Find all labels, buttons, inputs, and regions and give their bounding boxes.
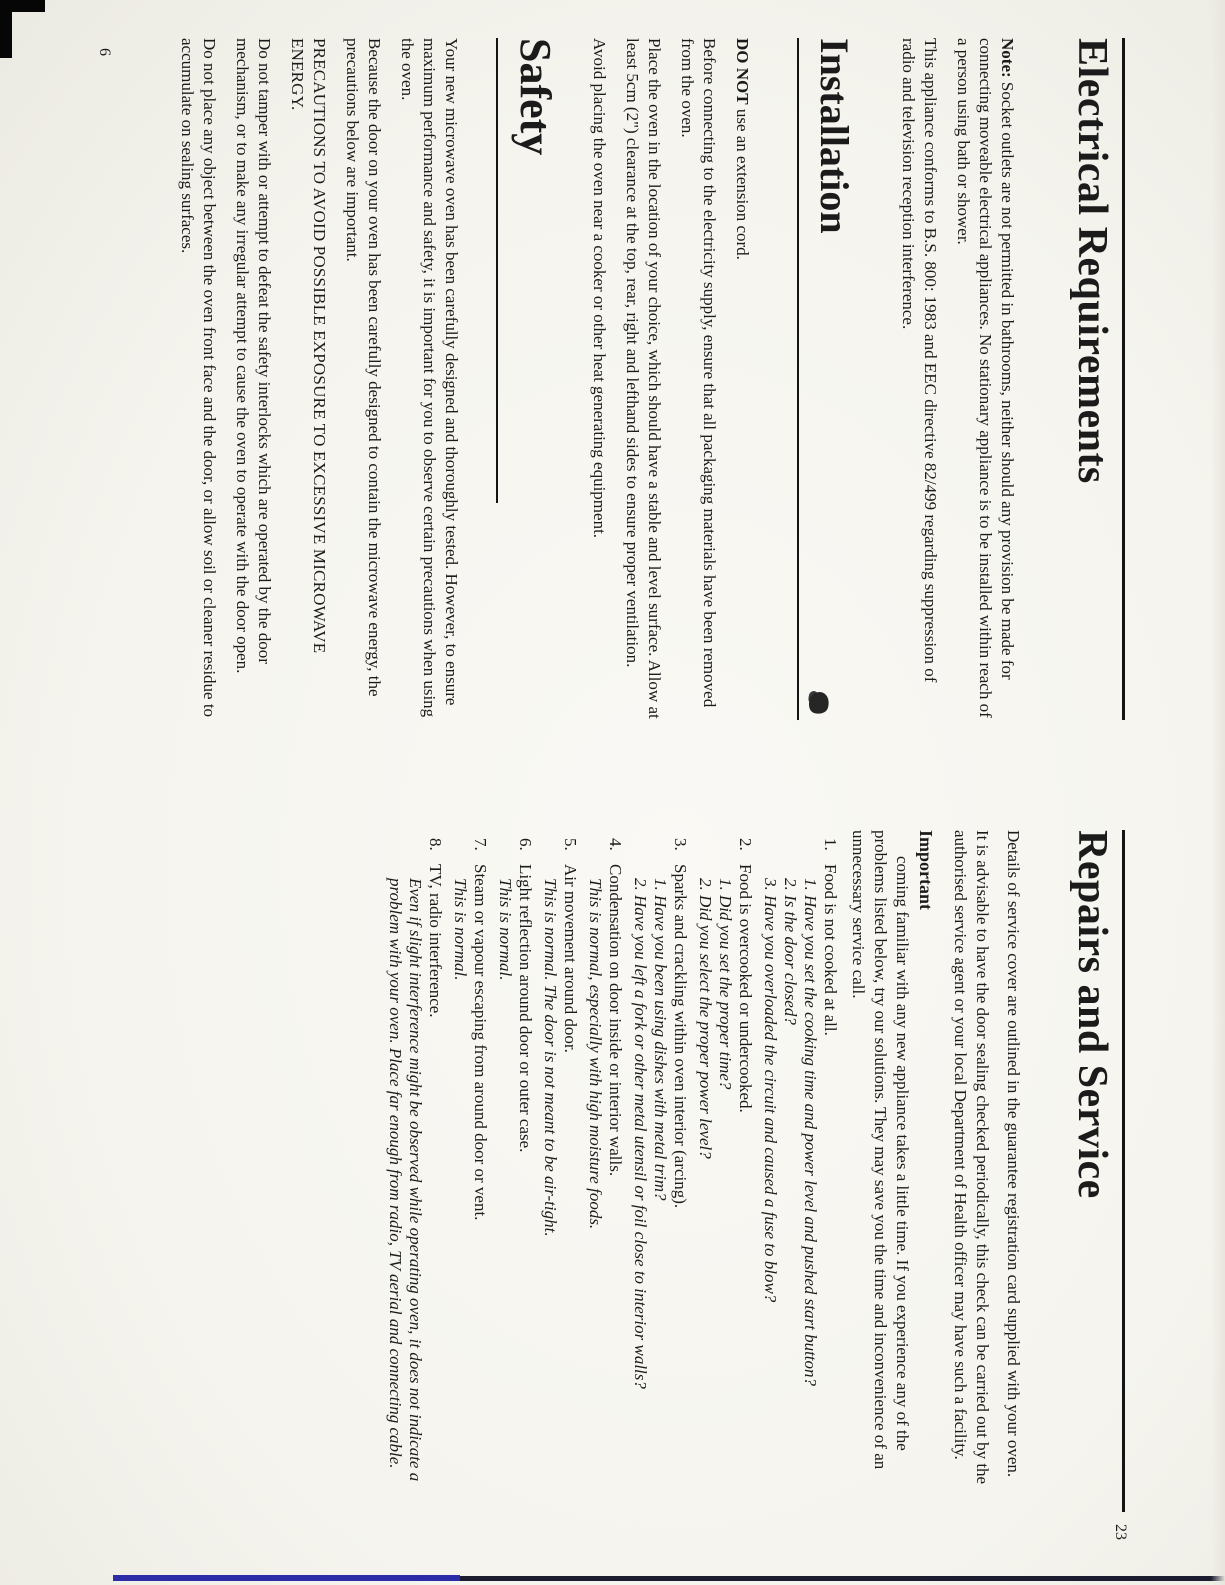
para-note-socket-outlets <box>952 38 1018 720</box>
troubleshooting-list <box>385 830 841 1512</box>
problem-number: 6. <box>516 838 535 851</box>
problem-title: 6. Light reflection around door or outer case. <box>516 838 535 1153</box>
problem-number: 3. <box>671 838 690 851</box>
heading-electrical-requirements: Electrical Requirements <box>1069 38 1115 484</box>
page-23-column <box>381 830 1125 1512</box>
para-do-not-place-object: Do not place any object between the oven front face and the door, or allow soil or cleaner residue to accumulate on sealing surfaces. <box>178 38 219 718</box>
problem-solution: This is normal. <box>496 878 515 981</box>
problem-title: 8. TV, radio interference. <box>426 838 445 1018</box>
problem-title: 7. Steam or vapour escaping from around door or vent. <box>471 838 490 1221</box>
problem-solution: 2. Is the door closed? <box>781 878 800 1025</box>
rule-above-repairs-heading <box>1122 830 1125 1512</box>
heading-safety: Safety <box>511 38 560 156</box>
para-conforms: This appliance conforms to B.S. 800: 1983 and EEC directive 82/499 regarding suppression of radio and television reception interference. <box>899 38 940 683</box>
heading-repairs-and-service: Repairs and Service <box>1069 830 1115 1199</box>
para-advisable-door-sealing: It is advisable to have the door sealing checked periodically, this check can be carried out by the authorised service agent or your local Department of Health officer may have such a facility. <box>951 830 992 1485</box>
problem-number: 2. <box>736 838 755 851</box>
problem-solution: This is normal, especially with high moisture foods. <box>586 878 605 1230</box>
problem-solution: 1. Did you set the proper time? <box>716 878 735 1090</box>
problem-number: 7. <box>471 838 490 851</box>
problem-item-2 <box>695 830 756 1512</box>
para-do-not-extension <box>731 38 753 720</box>
problem-number: 5. <box>561 838 580 851</box>
problem-item-4 <box>585 830 626 1512</box>
problem-solution: 2. Have you left a fork or other metal utensil or foil close to interior walls? <box>631 878 650 1389</box>
problem-number: 1. <box>821 838 840 851</box>
do-not-label: DO NOT <box>733 38 752 105</box>
para-details-service-cover: Details of service cover are outlined in the guarantee registration card supplied with your oven. <box>1004 830 1023 1478</box>
para-place-oven: Place the oven in the location of your choice, which should have a stable and level surface. Allow at least 5cm (2") clearance at the top, rear, right and lefthand sides to ensure proper ventilation. <box>623 38 664 719</box>
page-6-column <box>165 38 1125 720</box>
do-not-text: use an extension cord. <box>733 104 752 260</box>
heading-installation: Installation <box>812 38 857 234</box>
problem-solution: Even if slight interference might be observed while operating oven, it does not indicate a problem with your oven. Place far enough from radio, TV aerial and connecting cable. <box>386 878 425 1482</box>
para-do-not-tamper: Do not tamper with or attempt to defeat the safety interlocks which are operated by the door mechanism, or to make any irregular attempt to cause the oven to operate with the door open. <box>233 38 274 674</box>
page-number-6: 6 <box>96 48 113 56</box>
rule-under-installation <box>797 38 799 720</box>
para-before-connecting: Before connecting to the electricity supply, ensure that all packaging materials have been removed from the oven. <box>678 38 719 708</box>
para-precautions-caps: PRECAUTIONS TO AVOID POSSIBLE EXPOSURE TO EXCESSIVE MICROWAVE ENERGY. <box>288 38 329 654</box>
para-your-new-oven: Your new microwave oven has been carefully designed and thoroughly tested. However, to ensure maximum performance and safety, it is important for you to observe certain precautions when using the oven. <box>398 38 461 718</box>
problem-number: 4. <box>606 838 625 851</box>
problem-solution: 1. Have you been using dishes with metal trim? <box>651 878 670 1201</box>
page-number-23: 23 <box>1112 1524 1129 1540</box>
problem-solution: This is normal. The door is not meant to be air-tight. <box>541 878 560 1237</box>
problem-title: 2. Food is overcooked or undercooked. <box>736 838 755 1113</box>
problem-title: 4. Condensation on door inside or interior walls. <box>606 838 625 1177</box>
problem-item-3 <box>630 830 691 1512</box>
problem-title: 1. Food is not cooked at all. <box>821 838 840 1036</box>
heading-important: Important <box>916 830 936 910</box>
problem-solution: This is normal. <box>451 878 470 981</box>
rule-above-electrical-heading <box>1122 38 1125 720</box>
para-becoming-familiar: coming familiar with any new appliance takes a little time. If you experience any of the problems listed below, try our solutions. They may save you the time and inconvenience of an unnecessary service call. <box>849 830 912 1470</box>
scan-edge-line-blue <box>113 1575 460 1581</box>
problem-title: 3. Sparks and crackling within oven interior (arcing). <box>671 838 690 1209</box>
problem-solution: 3. Have you overloaded the circuit and caused a fuse to blow? <box>761 878 780 1303</box>
problem-item-8 <box>385 830 446 1512</box>
problem-item-5 <box>540 830 581 1512</box>
problem-number: 8. <box>426 838 445 851</box>
problem-title: 5. Air movement around door. <box>561 838 580 1053</box>
rule-under-safety <box>496 38 498 503</box>
note-label: Note: <box>998 38 1017 78</box>
note-text: Socket outlets are not permitted in bathrooms, neither should any provision be made for connecting moveable electrical appliances. No stationary appliance is to be installed within reach of a person using bath or shower. <box>954 38 1017 718</box>
scan-corner-mark <box>0 0 12 58</box>
problem-solution: 1. Have you set the cooking time and power level and pushed start button? <box>801 878 820 1387</box>
problem-item-1 <box>760 830 841 1512</box>
problem-item-6 <box>495 830 536 1512</box>
problem-item-7 <box>450 830 491 1512</box>
para-avoid-placing: Avoid placing the oven near a cooker or other heat generating equipment. <box>590 38 609 539</box>
problem-solution: 2. Did you select the proper power level? <box>696 878 715 1159</box>
para-because-door: Because the door on your oven has been carefully designed to contain the microwave energy, the precautions below are important. <box>343 38 384 697</box>
